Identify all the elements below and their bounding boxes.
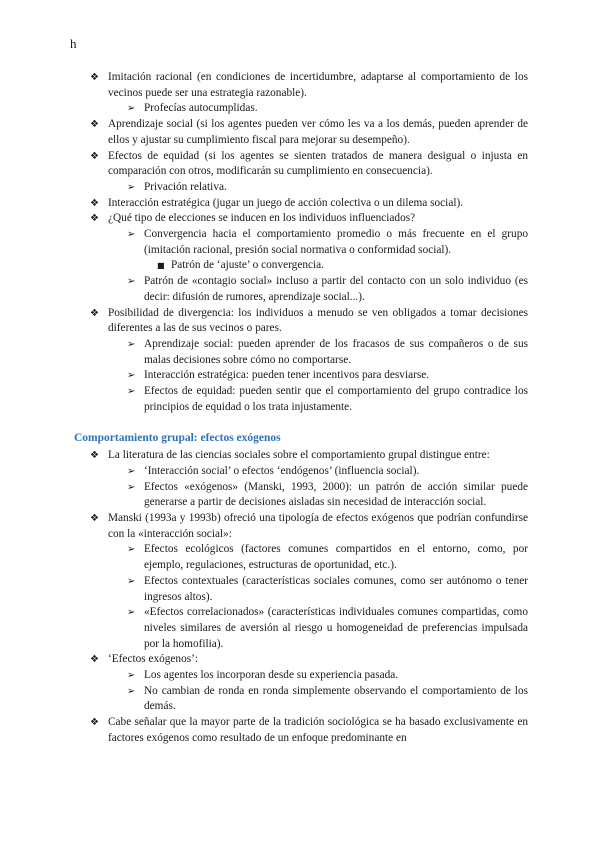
page-marker: h bbox=[70, 36, 77, 51]
arrow-bullet-icon: ➢ bbox=[127, 670, 136, 682]
list-item-text: ‘Efectos exógenos’: bbox=[108, 653, 199, 666]
list-item-text: Efectos de equidad: pueden sentir que el comportamiento del grupo contradice los principios de equidad o los trata injustamente. bbox=[144, 385, 528, 413]
list-item-text: Interacción estratégica: pueden tener incentivos para desviarse. bbox=[144, 369, 430, 382]
list-item-text: Efectos ecológicos (factores comunes compartidos en el entorno, como, por ejemplo, regulaciones, estructuras de oportunidad, etc.). bbox=[144, 543, 528, 572]
list-item-text: Manski (1993a y 1993b) ofreció una tipología de efectos exógenos que podrían confundirse con la «interacción social»: bbox=[108, 511, 528, 540]
list-item bbox=[90, 258, 528, 274]
list-item bbox=[90, 196, 528, 212]
diamond-bullet-icon: ❖ bbox=[90, 654, 99, 666]
list-item-text: Convergencia hacia el comportamiento promedio o más frecuente en el grupo (imitación racional, presión social normativa o conformidad social). bbox=[144, 228, 528, 256]
square-bullet-icon: ■ bbox=[157, 261, 165, 271]
bullet-list-section-2 bbox=[90, 448, 528, 746]
list-item-text: Profecías autocumplidas. bbox=[144, 102, 258, 115]
list-item-text: Efectos «exógenos» (Manski, 1993, 2000): un patrón de acción similar puede generarse a partir de decisiones aisladas sin necesidad de interacción social. bbox=[144, 480, 528, 509]
list-item-text: «Efectos correlacionados» (características individuales comunes compartidas, como niveles similares de aversión al riesgo u homogeneidad de preferencias impulsada por la homofilia). bbox=[144, 606, 528, 650]
section-heading: Comportamiento grupal: efectos exógenos bbox=[74, 432, 281, 445]
list-item bbox=[90, 448, 528, 464]
list-item bbox=[90, 337, 528, 368]
list-item bbox=[90, 117, 528, 148]
list-item bbox=[90, 480, 528, 511]
arrow-bullet-icon: ➢ bbox=[127, 607, 136, 619]
arrow-bullet-icon: ➢ bbox=[127, 338, 136, 350]
diamond-bullet-icon: ❖ bbox=[90, 450, 99, 462]
list-item-text: Efectos contextuales (características sociales comunes, como ser autónomo o tener ingresos altos). bbox=[144, 574, 528, 603]
list-item bbox=[90, 180, 528, 196]
diamond-bullet-icon: ❖ bbox=[90, 72, 99, 83]
arrow-bullet-icon: ➢ bbox=[127, 181, 136, 193]
list-item-text: Imitación racional (en condiciones de incertidumbre, adaptarse al comportamiento de los vecinos puede ser una estrategia razonable). bbox=[108, 71, 528, 99]
list-item-text: Cabe señalar que la mayor parte de la tradición sociológica se ha basado exclusivamente en factores exógenos como resultado de un enfoque predominante en bbox=[108, 716, 528, 744]
list-item-text: Posibilidad de divergencia: los individuos a menudo se ven obligados a tomar decisiones diferentes a las de sus vecinos o pares. bbox=[108, 306, 528, 335]
list-item-text: Patrón de «contagio social» incluso a partir del contacto con un solo individuo (es decir: difusión de rumores, aprendizaje social...). bbox=[144, 275, 528, 303]
document-body bbox=[74, 70, 528, 747]
list-item-text: Patrón de ‘ajuste’ o convergencia. bbox=[171, 259, 324, 272]
list-item bbox=[90, 384, 528, 415]
list-item-text: La literatura de las ciencias sociales sobre el comportamiento grupal distingue entre: bbox=[108, 449, 490, 462]
arrow-bullet-icon: ➢ bbox=[127, 575, 136, 587]
arrow-bullet-icon: ➢ bbox=[127, 276, 136, 288]
list-item bbox=[90, 149, 528, 180]
list-item bbox=[90, 542, 528, 573]
diamond-bullet-icon: ❖ bbox=[90, 150, 99, 162]
arrow-bullet-icon: ➢ bbox=[127, 685, 136, 697]
list-item bbox=[90, 605, 528, 652]
arrow-bullet-icon: ➢ bbox=[127, 465, 136, 477]
diamond-bullet-icon: ❖ bbox=[90, 119, 99, 131]
diamond-bullet-icon: ❖ bbox=[90, 512, 99, 524]
list-item bbox=[90, 368, 528, 384]
list-item-text: ‘Interacción social’ o efectos ‘endógenos’ (influencia social). bbox=[144, 464, 420, 477]
list-item-text: Efectos de equidad (si los agentes se sienten tratados de manera desigual o injusta en comparación con otros, modificarán su cumplimiento en consecuencia). bbox=[108, 149, 528, 178]
list-item bbox=[90, 70, 528, 101]
list-item bbox=[90, 101, 528, 117]
list-item-text: ¿Qué tipo de elecciones se inducen en los individuos influenciados? bbox=[108, 212, 416, 225]
arrow-bullet-icon: ➢ bbox=[127, 103, 136, 115]
arrow-bullet-icon: ➢ bbox=[127, 544, 136, 556]
list-item bbox=[90, 652, 528, 668]
bullet-list-section-1 bbox=[90, 70, 528, 415]
arrow-bullet-icon: ➢ bbox=[127, 370, 136, 382]
diamond-bullet-icon: ❖ bbox=[90, 307, 99, 319]
list-item bbox=[90, 511, 528, 542]
list-item bbox=[90, 715, 528, 746]
arrow-bullet-icon: ➢ bbox=[127, 481, 136, 493]
diamond-bullet-icon: ❖ bbox=[90, 213, 99, 225]
list-item bbox=[90, 306, 528, 337]
diamond-bullet-icon: ❖ bbox=[90, 197, 99, 209]
list-item-text: Aprendizaje social (si los agentes pueden ver cómo les va a los demás, pueden aprender de ellos y ajustar su cumplimiento fiscal para mejorar su desempeño). bbox=[108, 118, 528, 146]
list-item bbox=[90, 668, 528, 684]
list-item-text: Aprendizaje social: pueden aprender de los fracasos de sus compañeros o de sus malas decisiones sobre cómo no comportarse. bbox=[144, 337, 528, 366]
list-item bbox=[90, 227, 528, 258]
list-item bbox=[90, 574, 528, 605]
list-item-text: No cambian de ronda en ronda simplemente observando el comportamiento de los demás. bbox=[144, 684, 528, 713]
list-item-text: Los agentes los incorporan desde su experiencia pasada. bbox=[144, 669, 399, 682]
arrow-bullet-icon: ➢ bbox=[127, 229, 136, 241]
list-item bbox=[90, 464, 528, 480]
list-item-text: Interacción estratégica (jugar un juego de acción colectiva o un dilema social). bbox=[108, 196, 464, 209]
arrow-bullet-icon: ➢ bbox=[127, 386, 136, 398]
list-item-text: Privación relativa. bbox=[144, 180, 227, 193]
list-item bbox=[90, 684, 528, 715]
list-item bbox=[90, 274, 528, 305]
list-item bbox=[90, 211, 528, 227]
diamond-bullet-icon: ❖ bbox=[90, 717, 99, 729]
